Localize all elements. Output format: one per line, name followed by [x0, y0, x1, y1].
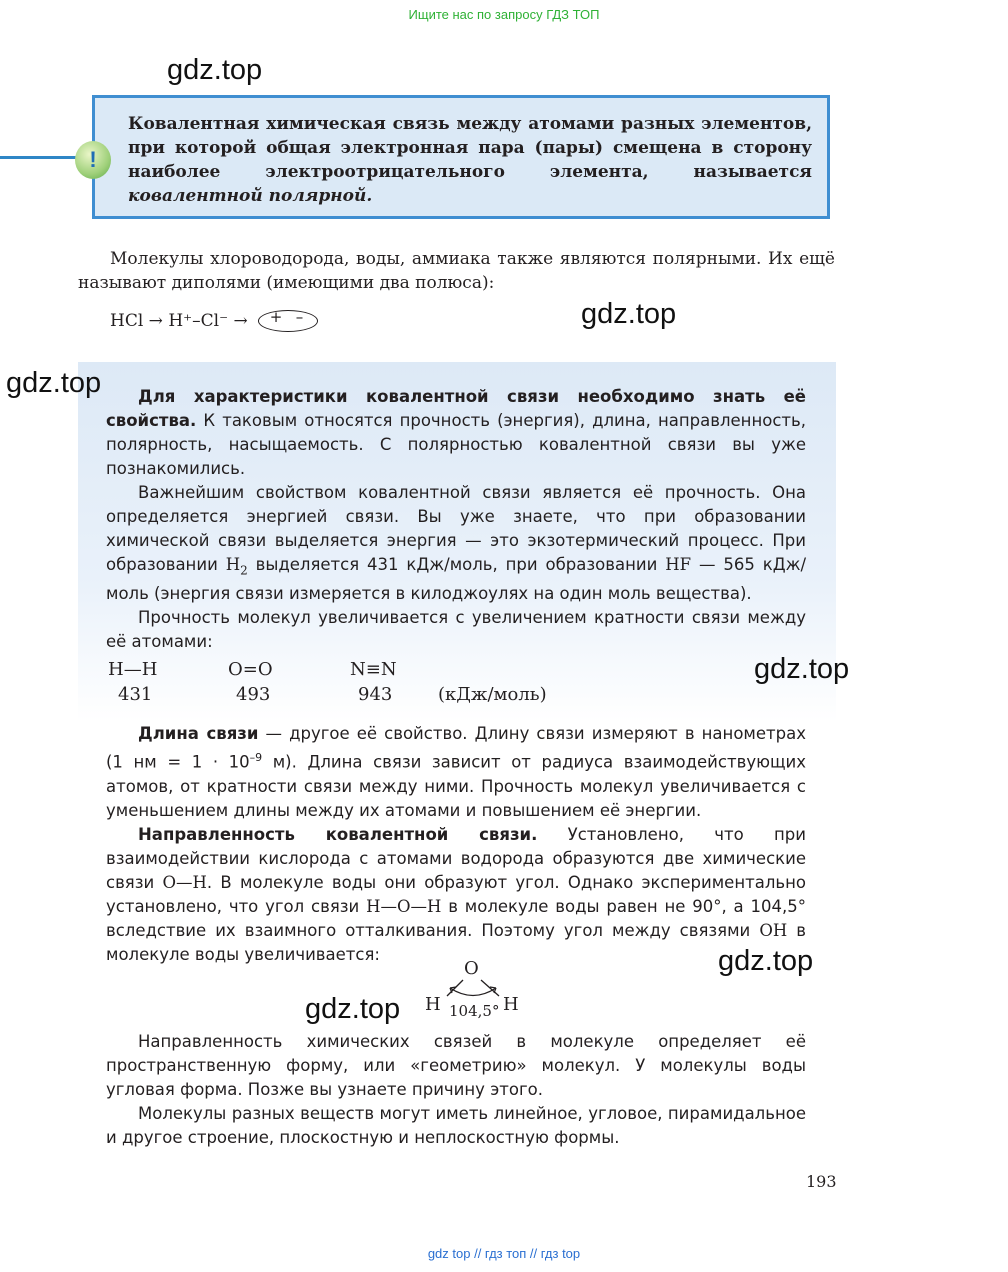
water-molecule — [423, 958, 533, 1022]
multiplicity-paragraph: Прочность молекул увеличивается с увеличением кратности связи между её атомами: — [106, 608, 806, 652]
energy-hh: 431 — [118, 684, 153, 705]
hf-formula: HF — [665, 555, 692, 574]
page-number: 193 — [806, 1172, 837, 1191]
properties-paragraph — [106, 385, 806, 481]
oh-bonds: OH — [759, 920, 788, 940]
direction-bold: Направленность ковалентной связи. — [138, 824, 538, 844]
bottom-banner[interactable]: gdz top // гдз топ // гдз top — [427, 1246, 581, 1261]
direction-text-b: . В молекуле воды они образуют угол. Однако экспериментально установлено, что угол связи — [106, 872, 806, 916]
watermark: gdz.top — [167, 54, 263, 86]
hoh-bond: H—O—H — [366, 896, 442, 916]
watermark: gdz.top — [581, 298, 677, 330]
direction-text-c: в молекуле воды равен не 90°, а 104,5° вследствие их взаимного отталкивания. Поэтому угол между связями — [106, 896, 806, 940]
direction-paragraph — [106, 823, 806, 967]
h2-subscript: 2 — [240, 563, 248, 578]
margin-rule — [0, 156, 78, 159]
properties-bold-lead: Для характеристики ковалентной связи необходимо знать её свойства. — [106, 387, 806, 430]
strength-text-a: Важнейшим свойством ковалентной связи является её прочность. Она определяется энергией связи. Вы уже знаете, что при образовании химической связи выделяется энергия — это экзотермический процесс. При образовании — [106, 483, 806, 574]
energy-oo: 493 — [236, 684, 271, 705]
strength-text-b: выделяется 431 кДж/моль, при образовании — [247, 555, 666, 574]
h2-formula: H — [225, 555, 241, 574]
geometry-paragraph: Направленность химических связей в молекуле определяет её пространственную форму, или «геометрию» молекул. У молекулы воды угловая форма. Позже вы узнаете причину этого. — [106, 1032, 806, 1099]
watermark: gdz.top — [6, 367, 102, 399]
definition-bold: Ковалентная химическая связь между атомами разных элементов, при которой общая электронная пара (пары) смещена в сторону наиболее электроотрицательного элемента, называется — [128, 114, 812, 182]
bond-angle: 104,5° — [449, 1002, 500, 1020]
bond-hh: H—H — [108, 659, 158, 680]
bond-properties-section — [106, 385, 806, 654]
length-text-a: — другое её свойство. Длину связи измеряют в нанометрах (1 нм = 1 · 10 — [106, 724, 806, 772]
geometry-section — [106, 1030, 806, 1150]
bond-oo: O=O — [228, 659, 273, 680]
dipole-minus: – — [295, 308, 304, 326]
watermark: gdz.top — [305, 993, 401, 1025]
strength-text-c: — 565 кДж/моль (энергия связи измеряется в килоджоулях на один моль вещества). — [106, 555, 807, 604]
dipole-plus: + — [269, 308, 283, 326]
hydrogen-right: H — [503, 994, 519, 1015]
properties-lead-rest: К таковым относятся прочность (энергия), длина, направленность, полярность, насыщаемость. С полярностью ковалентной связи вы уже познакомились. — [106, 411, 806, 478]
dipole-paragraph: Молекулы хлороводорода, воды, аммиака также являются полярными. Их ещё называют диполями (имеющими два полюса): — [78, 249, 835, 293]
length-bold: Длина связи — [138, 724, 259, 743]
length-paragraph — [106, 722, 806, 823]
length-exponent: –9 — [249, 751, 263, 764]
length-text-b: м). Длина связи зависит от радиуса взаимодействующих атомов, от кратности связи между ними. Прочность молекул увеличивается с уменьшением длины между их атомами и повышением её энергии. — [106, 752, 806, 820]
dipole-formula — [110, 310, 318, 332]
length-direction-section — [106, 722, 806, 967]
oxygen-atom: O — [464, 958, 479, 979]
hydrogen-left: H — [425, 994, 441, 1015]
definition-term: ковалентной полярной. — [128, 186, 373, 206]
watermark: gdz.top — [754, 653, 850, 685]
energy-unit: (кДж/моль) — [438, 684, 547, 705]
oh-bond: O—H — [162, 872, 207, 892]
strength-paragraph — [106, 481, 806, 606]
direction-text-d: в молекуле воды увеличивается: — [106, 920, 806, 964]
formula-text: HCl → H⁺–Cl⁻ → — [110, 311, 248, 331]
watermark: gdz.top — [718, 945, 814, 977]
shapes-paragraph: Молекулы разных веществ могут иметь линейное, угловое, пирамидальное и другое строение, плоскостную и неплоскостную формы. — [106, 1104, 806, 1147]
energy-nn: 943 — [358, 684, 393, 705]
bond-nn: N≡N — [350, 659, 397, 680]
top-banner[interactable]: Ищите нас по запросу ГДЗ ТОП — [408, 7, 600, 22]
dipole-ellipse — [258, 310, 318, 332]
direction-text-a: Установлено, что при взаимодействии кислорода с атомами водорода образуются две химические связи — [106, 824, 806, 892]
definition-text — [128, 112, 812, 208]
exclamation-icon: ! — [75, 141, 111, 179]
